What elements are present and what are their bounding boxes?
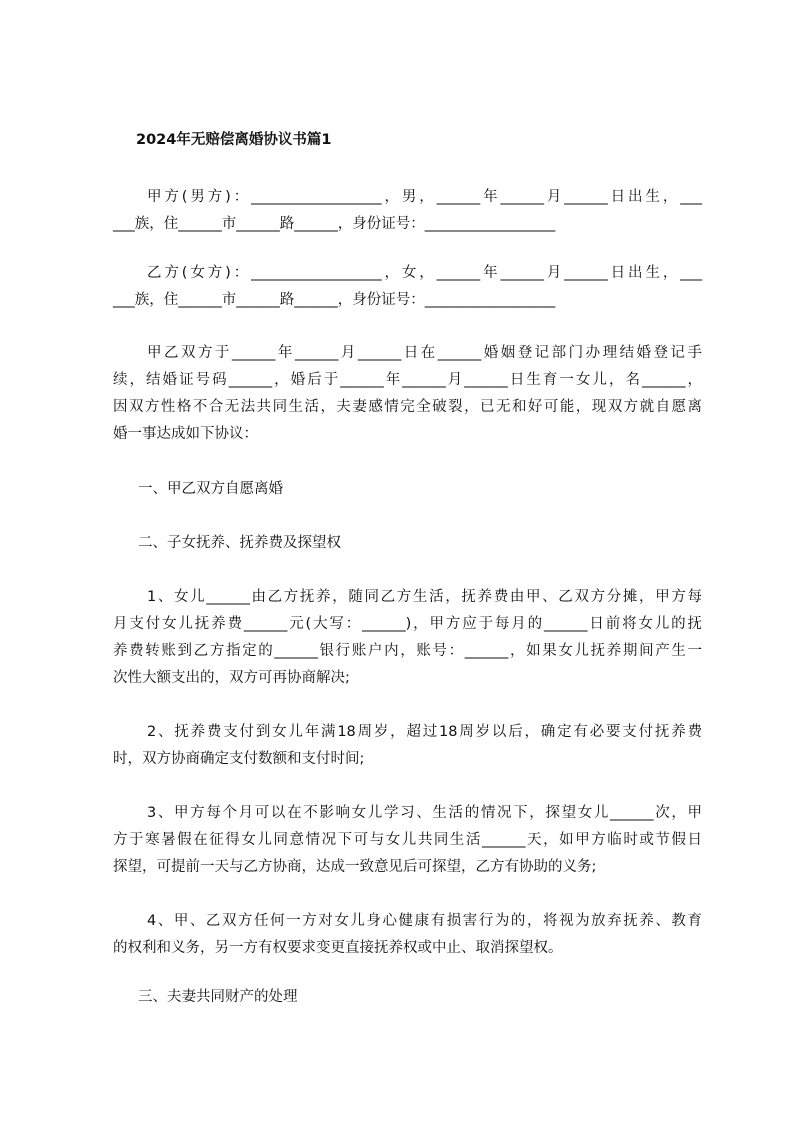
item-1-line-4: 次性大额支出的，双方可再协商解决;	[113, 670, 350, 686]
intro-line-4: 婚一事达成如下协议：	[113, 426, 258, 442]
item-3-line-2: 方于寒暑假在征得女儿同意情况下可与女儿共同生活______天，如甲方临时或节假日	[113, 832, 702, 848]
item-3-line-3: 探望，可提前一天与乙方协商，达成一致意见后可探望，乙方有协助的义务;	[113, 859, 597, 875]
intro-line-2: 续，结婚证号码______，婚后于______年______月______日生育一女儿，名______，	[113, 372, 702, 388]
item-2-line-2: 时，双方协商确定支付数额和支付时间;	[113, 751, 365, 767]
section-1-heading: 一、甲乙双方自愿离婚	[138, 481, 283, 497]
section-3-heading: 三、夫妻共同财产的处理	[138, 989, 298, 1005]
item-4-line-1: 4、甲、乙双方任何一方对女儿身心健康有损害行为的，将视为放弃抚养、教育	[147, 913, 702, 929]
document-title: 2024年无赔偿离婚协议书篇1	[136, 132, 332, 148]
party-a-line-2: ___族，住______市______路______，身份证号：__________________	[113, 216, 556, 232]
intro-line-1: 甲乙双方于______年______月______日在______婚姻登记部门办理结婚登记手	[147, 345, 702, 361]
item-3-line-1: 3、甲方每个月可以在不影响女儿学习、生活的情况下，探望女儿______次，甲	[147, 805, 702, 821]
party-b-line-1: 乙方(女方)：__________________，女，______年______月______日出生，___	[147, 265, 702, 281]
intro-line-3: 因双方性格不合无法共同生活，夫妻感情完全破裂，已无和好可能，现双方就自愿离	[113, 399, 702, 415]
party-a-line-1: 甲方(男方)：__________________，男，______年______月______日出生，___	[147, 189, 702, 205]
item-1-line-2: 月支付女儿抚养费______元(大写：______)，甲方应于每月的______日前将女儿的抚	[113, 616, 702, 632]
item-1-line-1: 1、女儿______由乙方抚养，随同乙方生活，抚养费由甲、乙双方分摊，甲方每	[147, 589, 702, 605]
item-4-line-2: 的权利和义务，另一方有权要求变更直接抚养权或中止、取消探望权。	[113, 940, 563, 956]
party-b-line-2: ___族，住______市______路______，身份证号：__________________	[113, 292, 556, 308]
section-2-heading: 二、子女抚养、抚养费及探望权	[138, 535, 341, 551]
item-1-line-3: 养费转账到乙方指定的______银行账户内，账号：______，如果女儿抚养期间产生一	[113, 643, 702, 659]
item-2-line-1: 2、抚养费支付到女儿年满18周岁，超过18周岁以后，确定有必要支付抚养费	[147, 724, 702, 740]
